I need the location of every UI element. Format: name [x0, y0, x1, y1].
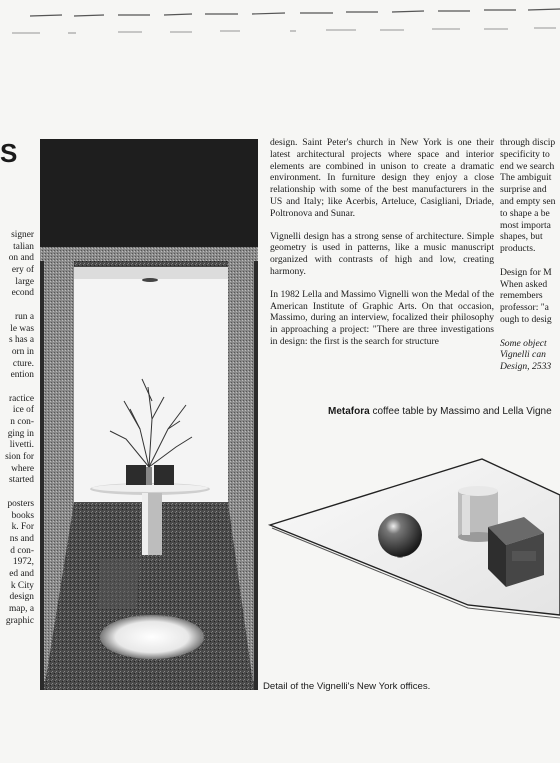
- text-line: run a: [14, 311, 34, 322]
- text-line: ed and: [9, 568, 34, 579]
- text-line: products.: [500, 243, 536, 255]
- top-scan-rules: [0, 0, 560, 40]
- text-line: and empty sen: [500, 195, 556, 207]
- text-line: [500, 326, 560, 338]
- text-line: books: [11, 510, 34, 521]
- caption-product-name: Metafora: [328, 406, 370, 417]
- right-text-column: [500, 137, 560, 373]
- text-line: on and: [8, 253, 34, 264]
- text-line: ice of: [12, 405, 34, 416]
- text-line: to shape a be: [500, 207, 550, 219]
- text-line: econd: [11, 288, 34, 299]
- text-line: remembers: [500, 290, 543, 302]
- text-line: When asked: [500, 278, 548, 290]
- text-line: ough to desig: [500, 313, 552, 325]
- text-line: k. For: [11, 522, 34, 533]
- paragraph: In 1982 Lella and Massimo Vignelli won the Medal of the American Institute of Graphic Arts. On that occasion, Massimo, during an interview, focalized their philosophy in approaching a project: "There are three investigations in design: the first is the search for structure: [270, 288, 494, 347]
- text-line: most importa: [500, 219, 551, 231]
- text-line: Some object: [500, 337, 547, 349]
- text-line: where: [11, 463, 34, 474]
- text-line: [500, 255, 560, 267]
- text-line: sion for: [5, 452, 34, 463]
- text-line: ery of: [11, 265, 34, 276]
- text-line: n con-: [10, 417, 34, 427]
- text-line: k City: [10, 580, 34, 591]
- text-line: Vignelli can: [500, 349, 546, 361]
- text-line: talian: [13, 241, 34, 252]
- text-line: design: [9, 592, 34, 603]
- text-line: [0, 300, 34, 312]
- caption-text: coffee table by Massimo and Lella Vigne: [369, 406, 552, 417]
- coffee-table-caption: [328, 406, 552, 417]
- text-line: Design, 2533: [500, 361, 552, 373]
- office-photo: [40, 139, 258, 690]
- text-line: ractice: [9, 393, 34, 404]
- text-line: Design for M: [500, 266, 552, 278]
- text-line: s has a: [9, 335, 34, 346]
- office-photo-caption: Detail of the Vignelli's New York offices.: [263, 681, 431, 692]
- text-line: ention: [10, 370, 34, 381]
- text-line: professor: "a: [500, 302, 549, 314]
- text-line: specificity to: [500, 148, 550, 160]
- text-line: large: [15, 276, 34, 287]
- paragraph: design. Saint Peter's church in New York is one their latest architectural projects where space and interior elements are combined in unison to create a dramatic environment. In furniture design they enjoy a close relationship with some of the best manufacturers in the US and Italy; like Acerbis, Arteluce, Casigliani, Driade, Poltronova and Sunar.: [270, 137, 494, 219]
- text-line: signer: [11, 230, 34, 240]
- text-line: end we search: [500, 160, 555, 172]
- left-text-column: [0, 230, 34, 627]
- text-line: ging in: [7, 428, 34, 439]
- text-line: map, a: [9, 604, 34, 614]
- text-line: le was: [10, 323, 34, 334]
- coffee-table-illustration: [262, 455, 560, 625]
- text-line: livetti.: [9, 440, 34, 451]
- text-line: ns and: [9, 533, 34, 544]
- paragraph: Vignelli design has a strong sense of architecture. Simple geometry is used in patterns, like a music manuscript organized with contrasts of high and low, creating harmony.: [270, 230, 494, 277]
- text-line: through discip: [500, 137, 556, 148]
- text-line: 1972,: [12, 557, 34, 568]
- text-line: graphic: [5, 615, 34, 626]
- text-line: posters: [7, 498, 34, 509]
- text-line: [0, 487, 34, 499]
- middle-text-column: [270, 137, 494, 359]
- text-line: started: [9, 475, 34, 486]
- text-line: cture.: [12, 358, 34, 369]
- text-line: orn in: [11, 346, 34, 357]
- text-line: d con-: [10, 545, 34, 556]
- text-line: [0, 382, 34, 394]
- text-line: The ambiguit: [500, 172, 552, 184]
- text-line: shapes, but: [500, 231, 543, 243]
- section-heading-fragment: S: [0, 138, 19, 168]
- text-line: surprise and: [500, 184, 547, 196]
